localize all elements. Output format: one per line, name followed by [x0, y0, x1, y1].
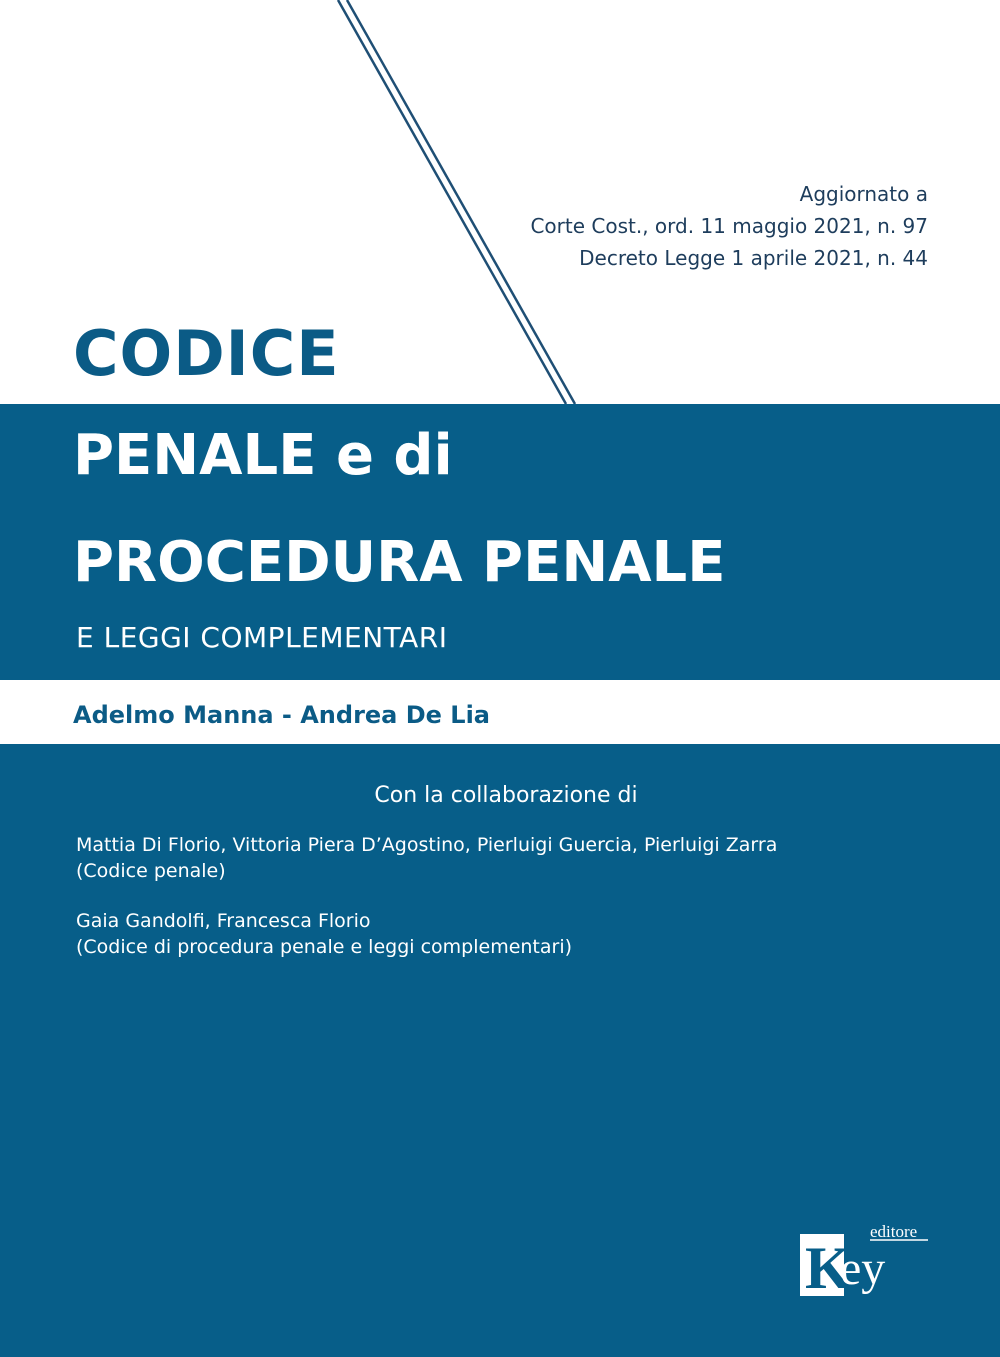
subtitle: E LEGGI COMPLEMENTARI — [76, 621, 448, 654]
contributor-section: (Codice penale) — [76, 860, 226, 882]
svg-text:K: K — [805, 1235, 852, 1301]
key-editore-logo — [800, 1222, 930, 1302]
contributor-group — [76, 908, 572, 960]
collaboration-heading: Con la collaborazione di — [374, 783, 638, 808]
update-note-line: Decreto Legge 1 aprile 2021, n. 44 — [579, 246, 928, 270]
update-note — [530, 178, 928, 274]
contributor-names: Gaia Gandolfi, Francesca Florio — [76, 910, 371, 932]
update-note-line: Corte Cost., ord. 11 maggio 2021, n. 97 — [530, 214, 928, 238]
contributor-group — [76, 832, 777, 884]
svg-text:ey: ey — [840, 1242, 886, 1295]
svg-text:editore: editore — [870, 1222, 918, 1241]
authors: Adelmo Manna - Andrea De Lia — [73, 701, 490, 729]
title-line-penale: PENALE e di — [73, 423, 453, 488]
title-line-codice: CODICE — [73, 317, 340, 390]
contributor-names: Mattia Di Florio, Vittoria Piera D’Agostino, Pierluigi Guercia, Pierluigi Zarra — [76, 834, 778, 856]
update-note-line: Aggiornato a — [799, 182, 928, 206]
contributor-section: (Codice di procedura penale e leggi complementari) — [76, 936, 573, 958]
title-line-procedura: PROCEDURA PENALE — [73, 530, 726, 595]
